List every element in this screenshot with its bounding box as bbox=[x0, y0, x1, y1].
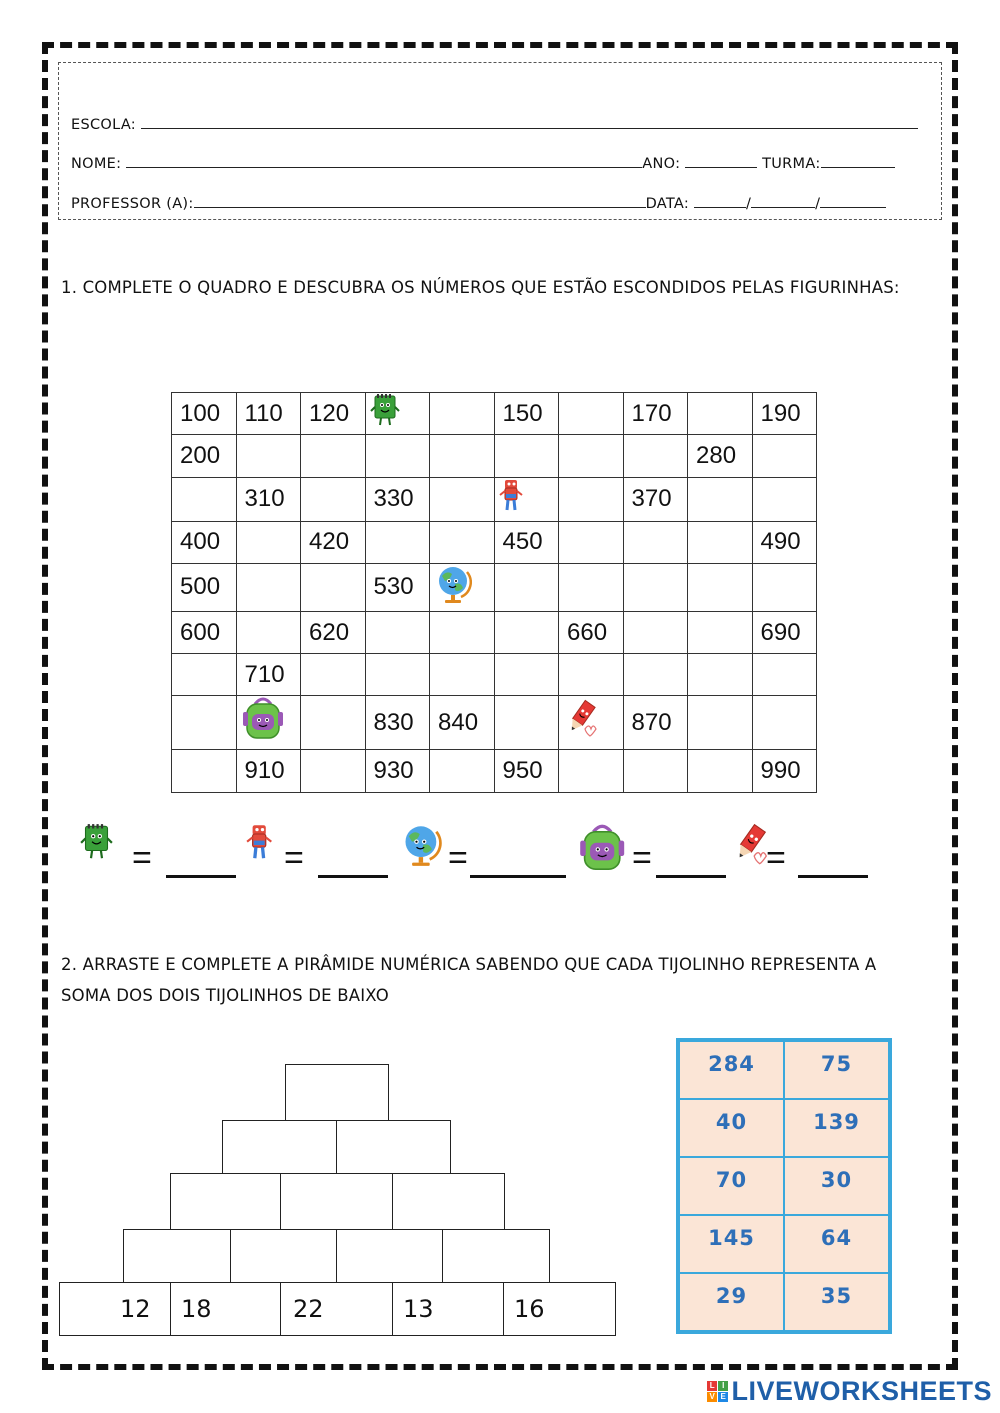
grid-cell-empty[interactable] bbox=[430, 477, 495, 521]
grid-cell[interactable]: 530 bbox=[365, 563, 430, 611]
grid-row bbox=[172, 521, 817, 563]
grid-cell[interactable]: 620 bbox=[301, 611, 366, 653]
grid-cell-empty[interactable] bbox=[688, 393, 753, 435]
grid-cell-empty[interactable] bbox=[559, 477, 624, 521]
eraser-icon bbox=[499, 478, 523, 521]
grid-row bbox=[172, 696, 817, 750]
grid-cell-empty[interactable] bbox=[430, 435, 495, 477]
number-grid bbox=[171, 392, 817, 793]
bank-number[interactable]: 145 bbox=[679, 1215, 784, 1273]
pyramid-brick[interactable] bbox=[336, 1120, 451, 1175]
grid-cell-empty[interactable] bbox=[172, 750, 237, 792]
equals-sign: = bbox=[766, 839, 786, 877]
grid-cell[interactable]: 660 bbox=[559, 611, 624, 653]
pencil-icon bbox=[730, 823, 770, 871]
date-sep: / bbox=[815, 196, 821, 212]
grid-cell[interactable]: 280 bbox=[688, 435, 753, 477]
legend-pencil bbox=[730, 823, 770, 883]
grid-cell[interactable]: 190 bbox=[752, 393, 817, 435]
grid-cell-hidden[interactable] bbox=[494, 477, 559, 521]
year-label: ANO: bbox=[642, 156, 681, 172]
grid-cell[interactable]: 930 bbox=[365, 750, 430, 792]
grid-cell-empty[interactable] bbox=[623, 563, 688, 611]
grid-cell-empty[interactable] bbox=[494, 563, 559, 611]
grid-cell-empty[interactable] bbox=[236, 435, 301, 477]
grid-cell-hidden[interactable] bbox=[559, 696, 624, 750]
grid-cell[interactable]: 500 bbox=[172, 563, 237, 611]
grid-cell[interactable]: 870 bbox=[623, 696, 688, 750]
year-field[interactable] bbox=[685, 153, 757, 168]
grid-cell-empty[interactable] bbox=[365, 611, 430, 653]
grid-cell[interactable]: 150 bbox=[494, 393, 559, 435]
grid-row bbox=[172, 477, 817, 521]
grid-cell-empty[interactable] bbox=[623, 435, 688, 477]
pyramid-brick[interactable] bbox=[280, 1173, 394, 1230]
base-value: 16 bbox=[514, 1295, 545, 1323]
legend-notebook bbox=[80, 823, 113, 883]
grid-cell-empty[interactable] bbox=[365, 521, 430, 563]
base-value: 13 bbox=[403, 1295, 434, 1323]
equals-sign: = bbox=[132, 839, 152, 877]
grid-cell[interactable]: 120 bbox=[301, 393, 366, 435]
icon-legend bbox=[80, 823, 900, 893]
grid-cell-hidden[interactable] bbox=[430, 563, 495, 611]
grid-cell-empty[interactable] bbox=[688, 521, 753, 563]
base-value: 12 bbox=[120, 1295, 151, 1323]
grid-cell-empty[interactable] bbox=[430, 521, 495, 563]
grid-cell-empty[interactable] bbox=[559, 521, 624, 563]
grid-cell[interactable]: 690 bbox=[752, 611, 817, 653]
grid-cell-empty[interactable] bbox=[365, 435, 430, 477]
pyramid-base-brick bbox=[170, 1282, 282, 1336]
backpack-icon bbox=[241, 696, 285, 749]
grid-cell-empty[interactable] bbox=[365, 654, 430, 696]
eraser-icon bbox=[246, 823, 272, 867]
backpack-answer-blank[interactable] bbox=[656, 875, 726, 878]
bank-number[interactable]: 64 bbox=[784, 1215, 889, 1273]
grid-row bbox=[172, 563, 817, 611]
name-field[interactable] bbox=[126, 153, 642, 168]
globe-icon bbox=[434, 564, 472, 611]
name-line bbox=[71, 153, 895, 172]
pyramid-brick[interactable] bbox=[336, 1229, 444, 1283]
pyramid-brick[interactable] bbox=[392, 1173, 505, 1230]
question-2-text: 2. ARRASTE E COMPLETE A PIRÂMIDE NUMÉRICA SABENDO QUE CADA TIJOLINHO REPRESENTA A SOMA DOS DOIS TIJOLINHOS DE BAIXO bbox=[61, 955, 877, 1005]
notebook-icon bbox=[80, 823, 113, 864]
grid-cell-empty[interactable] bbox=[623, 521, 688, 563]
date-sep: / bbox=[745, 196, 752, 212]
bank-number[interactable]: 75 bbox=[784, 1041, 889, 1099]
equals-sign: = bbox=[448, 839, 468, 877]
pyramid-base-brick bbox=[503, 1282, 616, 1336]
pencil-answer-blank[interactable] bbox=[798, 875, 868, 878]
grid-cell-hidden[interactable] bbox=[236, 696, 301, 750]
teacher-label: PROFESSOR (A): bbox=[71, 196, 194, 212]
grid-cell[interactable]: 400 bbox=[172, 521, 237, 563]
pyramid-base-brick bbox=[392, 1282, 505, 1336]
grid-cell-empty[interactable] bbox=[301, 435, 366, 477]
grid-cell-empty[interactable] bbox=[236, 521, 301, 563]
grid-cell-empty[interactable] bbox=[559, 750, 624, 792]
legend-globe bbox=[400, 823, 442, 883]
grid-cell-empty[interactable] bbox=[688, 696, 753, 750]
grid-cell-empty[interactable] bbox=[494, 611, 559, 653]
pyramid-brick[interactable] bbox=[123, 1229, 232, 1283]
grid-cell[interactable]: 490 bbox=[752, 521, 817, 563]
grid-cell[interactable]: 830 bbox=[365, 696, 430, 750]
grid-cell-empty[interactable] bbox=[236, 611, 301, 653]
grid-cell-empty[interactable] bbox=[172, 696, 237, 750]
answer-bank bbox=[676, 1038, 892, 1334]
grid-cell[interactable]: 990 bbox=[752, 750, 817, 792]
grid-row bbox=[172, 611, 817, 653]
pyramid-brick[interactable] bbox=[230, 1229, 338, 1283]
grid-cell-empty[interactable] bbox=[301, 654, 366, 696]
grid-cell-empty[interactable] bbox=[301, 477, 366, 521]
date-label: DATA: bbox=[645, 196, 690, 212]
eraser-answer-blank[interactable] bbox=[318, 875, 388, 878]
school-line bbox=[71, 114, 918, 133]
grid-cell-empty[interactable] bbox=[752, 654, 817, 696]
grid-cell[interactable]: 840 bbox=[430, 696, 495, 750]
notebook-answer-blank[interactable] bbox=[166, 875, 236, 878]
globe-icon bbox=[400, 823, 442, 871]
date-year-field[interactable] bbox=[820, 193, 886, 208]
class-label: TURMA: bbox=[762, 156, 821, 172]
question-1-text: 1. COMPLETE O QUADRO E DESCUBRA OS NÚMEROS QUE ESTÃO ESCONDIDOS PELAS FIGURINHAS: bbox=[61, 278, 900, 297]
grid-cell[interactable]: 420 bbox=[301, 521, 366, 563]
grid-cell[interactable]: 600 bbox=[172, 611, 237, 653]
grid-cell-empty[interactable] bbox=[430, 611, 495, 653]
bank-number[interactable]: 30 bbox=[784, 1157, 889, 1215]
grid-cell[interactable]: 200 bbox=[172, 435, 237, 477]
grid-cell-empty[interactable] bbox=[494, 696, 559, 750]
liveworksheets-logo bbox=[707, 1376, 992, 1407]
bank-number[interactable]: 35 bbox=[784, 1273, 889, 1331]
pyramid-brick[interactable] bbox=[170, 1173, 282, 1230]
bank-number[interactable]: 284 bbox=[679, 1041, 784, 1099]
base-value: 18 bbox=[181, 1295, 212, 1323]
grid-cell-empty[interactable] bbox=[559, 563, 624, 611]
grid-cell-empty[interactable] bbox=[623, 654, 688, 696]
pyramid-base-brick bbox=[280, 1282, 394, 1336]
equals-sign: = bbox=[284, 839, 304, 877]
equals-sign: = bbox=[632, 839, 652, 877]
grid-cell-empty[interactable] bbox=[301, 696, 366, 750]
globe-answer-blank[interactable] bbox=[470, 875, 566, 878]
grid-cell[interactable]: 370 bbox=[623, 477, 688, 521]
grid-cell-empty[interactable] bbox=[559, 654, 624, 696]
date-month-field[interactable] bbox=[751, 193, 815, 208]
grid-cell-empty[interactable] bbox=[494, 435, 559, 477]
bank-number[interactable]: 29 bbox=[679, 1273, 784, 1331]
grid-cell-empty[interactable] bbox=[559, 393, 624, 435]
grid-cell-empty[interactable] bbox=[752, 563, 817, 611]
grid-cell[interactable]: 710 bbox=[236, 654, 301, 696]
grid-cell[interactable]: 950 bbox=[494, 750, 559, 792]
grid-row bbox=[172, 750, 817, 792]
grid-cell-empty[interactable] bbox=[172, 477, 237, 521]
grid-cell-empty[interactable] bbox=[494, 654, 559, 696]
logo-text: LIVEWORKSHEETS bbox=[731, 1376, 992, 1406]
bank-number[interactable]: 139 bbox=[784, 1099, 889, 1157]
pyramid-base-brick bbox=[59, 1282, 172, 1336]
bank-number[interactable]: 40 bbox=[679, 1099, 784, 1157]
pyramid-brick[interactable] bbox=[442, 1229, 550, 1283]
grid-cell-empty[interactable] bbox=[752, 477, 817, 521]
class-field[interactable] bbox=[821, 153, 895, 168]
grid-cell[interactable]: 100 bbox=[172, 393, 237, 435]
grid-cell-empty[interactable] bbox=[752, 696, 817, 750]
backpack-icon bbox=[578, 823, 626, 878]
notebook-icon bbox=[370, 393, 400, 434]
grid-cell[interactable]: 910 bbox=[236, 750, 301, 792]
grid-cell[interactable]: 170 bbox=[623, 393, 688, 435]
grid-cell-empty[interactable] bbox=[430, 654, 495, 696]
grid-cell-empty[interactable] bbox=[688, 654, 753, 696]
grid-cell-empty[interactable] bbox=[430, 750, 495, 792]
grid-cell-empty[interactable] bbox=[236, 563, 301, 611]
grid-cell-empty[interactable] bbox=[430, 393, 495, 435]
grid-cell-empty[interactable] bbox=[559, 435, 624, 477]
name-label: NOME: bbox=[71, 156, 122, 172]
legend-eraser bbox=[246, 823, 272, 883]
grid-cell-empty[interactable] bbox=[623, 611, 688, 653]
grid-cell[interactable]: 330 bbox=[365, 477, 430, 521]
grid-cell[interactable]: 310 bbox=[236, 477, 301, 521]
legend-backpack bbox=[578, 823, 626, 883]
grid-cell[interactable]: 450 bbox=[494, 521, 559, 563]
grid-cell-empty[interactable] bbox=[301, 750, 366, 792]
pencil-icon bbox=[563, 699, 599, 746]
teacher-field[interactable] bbox=[194, 193, 646, 208]
grid-cell-empty[interactable] bbox=[172, 654, 237, 696]
grid-cell-empty[interactable] bbox=[688, 477, 753, 521]
school-field[interactable] bbox=[141, 114, 918, 129]
bank-number[interactable]: 70 bbox=[679, 1157, 784, 1215]
school-label: ESCOLA: bbox=[71, 117, 136, 133]
grid-cell-empty[interactable] bbox=[688, 750, 753, 792]
pyramid-brick[interactable] bbox=[222, 1120, 338, 1175]
grid-cell-empty[interactable] bbox=[688, 611, 753, 653]
grid-row bbox=[172, 435, 817, 477]
pyramid-brick[interactable] bbox=[285, 1064, 389, 1121]
grid-cell-hidden[interactable] bbox=[365, 393, 430, 435]
grid-cell-empty[interactable] bbox=[752, 435, 817, 477]
logo-mark: L I V E bbox=[707, 1381, 728, 1402]
date-day-field[interactable] bbox=[694, 193, 746, 208]
teacher-line bbox=[71, 193, 886, 212]
grid-cell[interactable]: 110 bbox=[236, 393, 301, 435]
grid-cell-empty[interactable] bbox=[688, 563, 753, 611]
grid-row bbox=[172, 393, 817, 435]
grid-cell-empty[interactable] bbox=[623, 750, 688, 792]
base-value: 22 bbox=[293, 1295, 324, 1323]
grid-row bbox=[172, 654, 817, 696]
grid-cell-empty[interactable] bbox=[301, 563, 366, 611]
